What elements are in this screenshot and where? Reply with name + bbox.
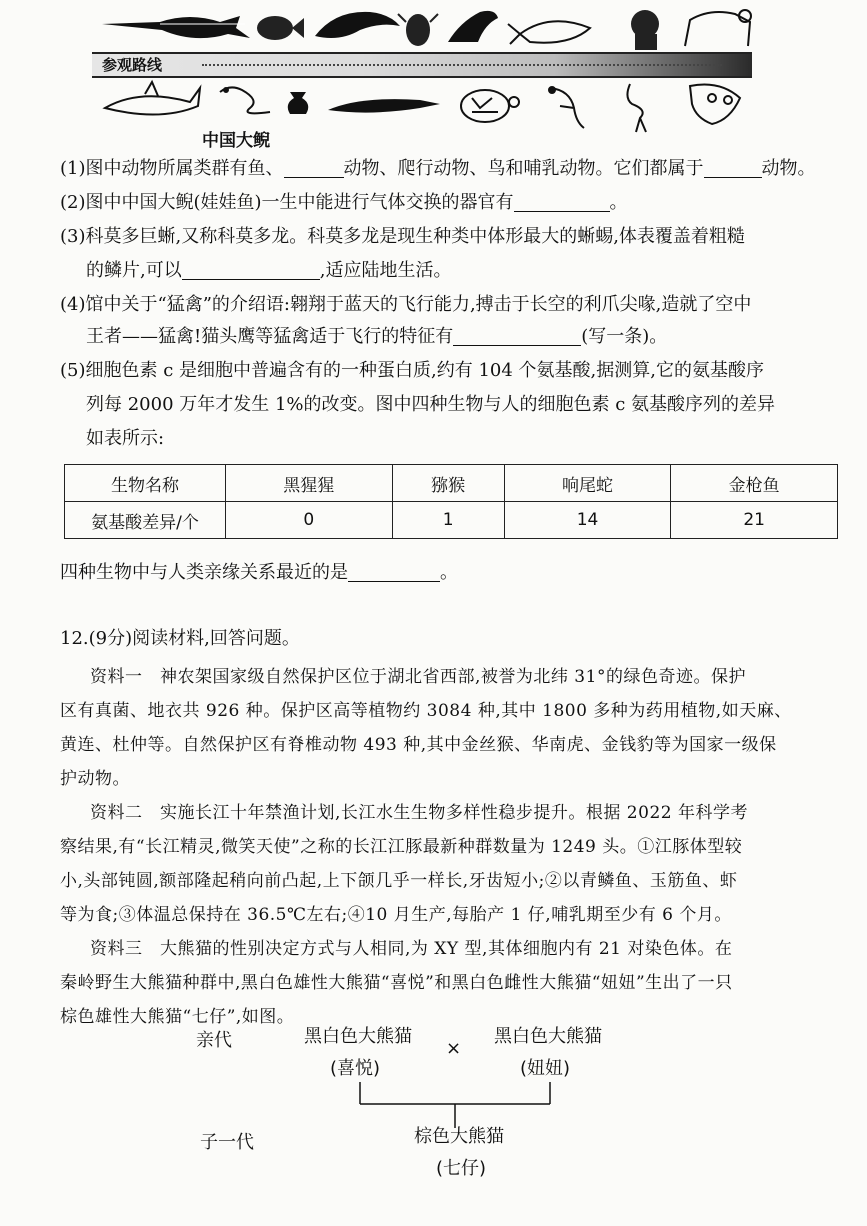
jar-icon (288, 92, 309, 114)
question-5-line-2: 列每 2000 万年才发生 1%的改变。图中四种生物与人的细胞色素 c 氨基酸序列的差异 (86, 394, 776, 415)
crocodile-icon (315, 12, 400, 38)
banner-title: 参观路线 (102, 56, 163, 74)
question-12-heading: 12.(9分)阅读材料,回答问题。 (60, 628, 300, 649)
answer-blank-3[interactable] (182, 259, 320, 280)
material-1-line-1: 资料一 神农架国家级自然保护区位于湖北省西部,被誉为北纬 31°的绿色奇迹。保护 (90, 667, 746, 687)
material-1-line-3: 黄连、杜仲等。自然保护区有脊椎动物 493 种,其中金丝猴、华南虎、金钱豹等为国家一级保 (60, 735, 777, 755)
answer-blank-2[interactable] (514, 191, 610, 212)
question-5-conclusion: 四种生物中与人类亲缘关系最近的是 。 (60, 562, 458, 583)
answer-blank-4[interactable] (453, 325, 581, 346)
material-1-line-4: 护动物。 (60, 769, 130, 789)
table-header-cell: 猕猴 (392, 465, 504, 502)
table-header-cell: 生物名称 (65, 465, 226, 502)
lion-icon (631, 10, 659, 50)
route-dotted-line (202, 64, 722, 66)
answer-blank-1b[interactable] (704, 157, 762, 178)
material-3-line-3: 棕色雄性大熊猫“七仔”,如图。 (60, 1007, 295, 1027)
table-header-cell: 黑猩猩 (226, 465, 393, 502)
animal-strip-top (100, 2, 760, 52)
answer-blank-1a[interactable] (284, 157, 344, 178)
beetle-icon (398, 14, 438, 46)
fish-icon (257, 16, 304, 40)
seal-icon (448, 11, 498, 42)
material-2-line-4: 等为食;③体温总保持在 36.5℃左右;④10 月生产,每胎产 1 仔,哺乳期至少有 6 个月。 (60, 905, 732, 925)
cross-symbol: × (446, 1038, 462, 1059)
route-banner (92, 52, 752, 78)
offspring-generation-label: 子一代 (200, 1132, 254, 1153)
animal-strip-bottom (100, 78, 760, 134)
material-3-line-1: 资料三 大熊猫的性别决定方式与人相同,为 XY 型,其体细胞内有 21 对染色体。在 (90, 939, 733, 959)
question-3-line-2: 的鳞片,可以 ,适应陆地生活。 (86, 260, 452, 281)
question-3-line-1: (3)科莫多巨蜥,又称科莫多龙。科莫多龙是现生种类中体形最大的蜥蜴,体表覆盖着粗糙 (60, 226, 745, 247)
table-header-cell: 响尾蛇 (504, 465, 671, 502)
material-2-line-3: 小,头部钝圆,额部隆起稍向前凸起,上下颌几乎一样长,牙齿短小;②以青鳞鱼、玉筋鱼、虾 (60, 871, 738, 891)
animal-label: 中国大鲵 (202, 131, 270, 151)
question-4-line-1: (4)馆中关于“猛禽”的介绍语:翱翔于蓝天的飞行能力,搏击于长空的利爪尖喙,造就了空中 (60, 294, 752, 315)
bear-icon (685, 10, 751, 46)
shark-icon (105, 82, 200, 115)
father-name: (喜悦) (330, 1058, 381, 1079)
pedigree-diagram (0, 1016, 867, 1216)
material-1-line-2: 区有真菌、地衣共 926 种。保护区高等植物约 3084 种,其中 1800 多种为药用植物,如天麻、 (60, 701, 792, 721)
material-3-line-2: 秦岭野生大熊猫种群中,黑白色雄性大熊猫“喜悦”和黑白色雌性大熊猫“妞妞”生出了一只 (60, 973, 733, 993)
mother-label: 黑白色大熊猫 (494, 1026, 602, 1047)
table-cell: 21 (671, 502, 838, 539)
turtle-icon (461, 90, 519, 122)
question-5-line-3: 如表所示: (86, 428, 165, 449)
question-2: (2)图中中国大鲵(娃娃鱼)一生中能进行气体交换的器官有 。 (60, 192, 628, 213)
crane-icon (627, 84, 646, 132)
material-2-line-2: 察结果,有“长江精灵,微笑天使”之称的长江江豚最新种群数量为 1249 头。①江豚体型较 (60, 837, 743, 857)
question-5-line-1: (5)细胞色素 c 是细胞中普遍含有的一种蛋白质,约有 104 个氨基酸,据测算,它的氨基酸序 (60, 360, 764, 381)
material-2-line-1: 资料二 实施长江十年禁渔计划,长江水生生物多样性稳步提升。根据 2022 年科学考 (90, 803, 748, 823)
question-1: (1)图中动物所属类群有鱼、 动物、爬行动物、鸟和哺乳动物。它们都属于 动物。 (60, 158, 816, 179)
owl-icon (690, 85, 740, 125)
offspring-label: 棕色大熊猫 (414, 1126, 504, 1147)
question-4-line-2: 王者——猛禽!猫头鹰等猛禽适于飞行的特征有 (写一条)。 (86, 326, 668, 347)
table-cell: 氨基酸差异/个 (65, 502, 226, 539)
table-row (65, 502, 838, 539)
table-cell: 1 (392, 502, 504, 539)
table-header-row (65, 465, 838, 502)
parent-generation-label: 亲代 (196, 1030, 232, 1051)
bird-icon (549, 87, 584, 128)
whale-icon (508, 21, 590, 44)
offspring-name: (七仔) (436, 1158, 487, 1179)
answer-blank-5[interactable] (348, 561, 440, 582)
table-cell: 0 (226, 502, 393, 539)
pedigree-connector (0, 1016, 867, 1216)
swordfish-icon (102, 16, 250, 38)
table-header-cell: 金枪鱼 (671, 465, 838, 502)
table-cell: 14 (504, 502, 671, 539)
amino-acid-table (64, 464, 838, 539)
salamander-icon (220, 87, 270, 113)
father-label: 黑白色大熊猫 (304, 1026, 412, 1047)
mother-name: (妞妞) (520, 1058, 571, 1079)
alligator-icon (328, 99, 440, 112)
